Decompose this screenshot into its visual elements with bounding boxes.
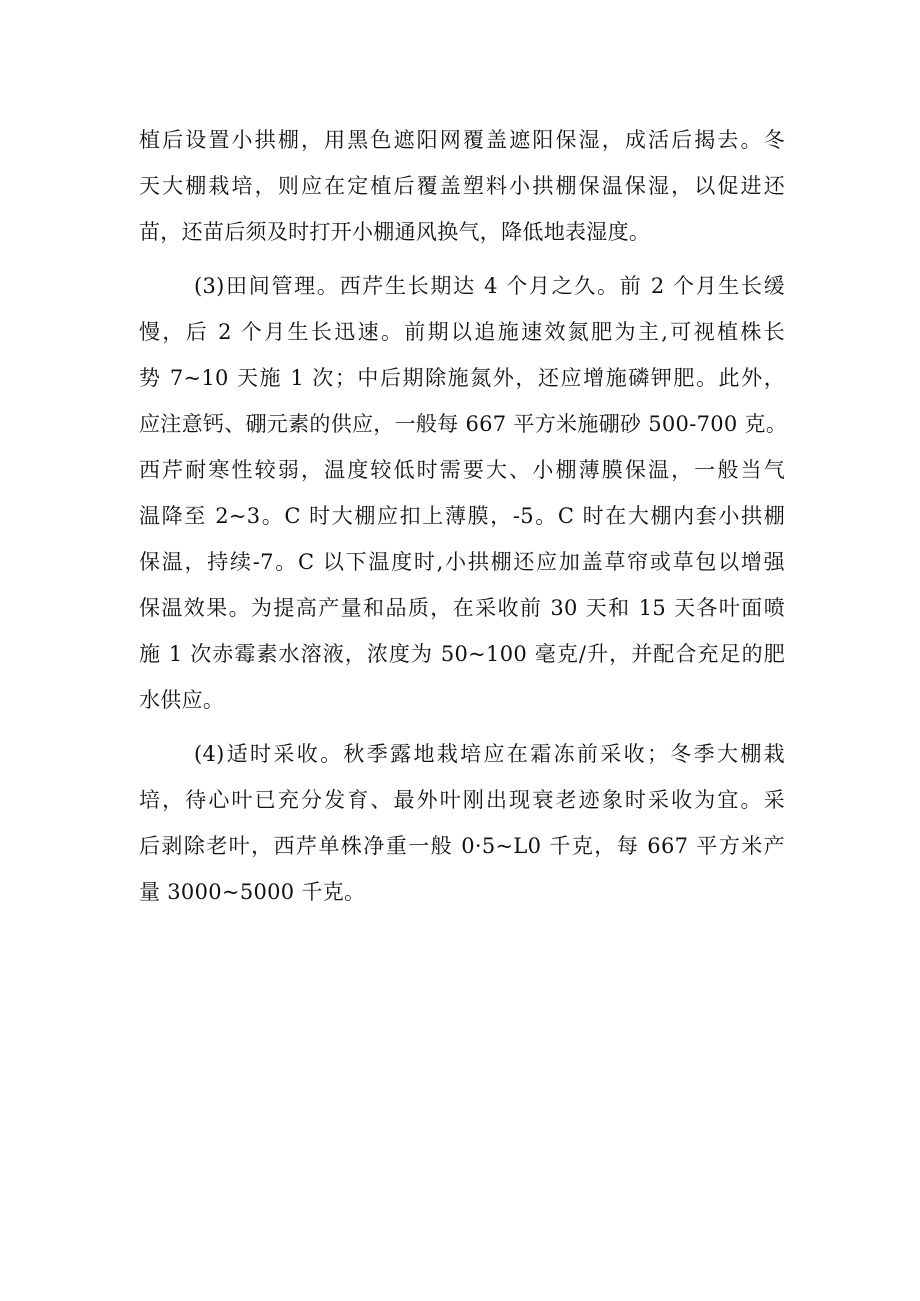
text-line: 慢，后 2 个月生长迅速。前期以追施速效氮肥为主,可视植株长 <box>139 320 785 344</box>
text-line: (4)适时采收。秋季露地栽培应在霜冻前采收；冬季大棚栽 <box>194 742 785 766</box>
text-line: (3)田间管理。西芹生长期达 4 个月之久。前 2 个月生长缓 <box>194 274 785 298</box>
text-line: 苗，还苗后须及时打开小棚通风换气，降低地表湿度。 <box>139 220 651 244</box>
text-line: 植后设置小拱棚，用黑色遮阳网覆盖遮阳保湿，成活后揭去。冬 <box>139 128 785 152</box>
text-line: 水供应。 <box>139 688 225 712</box>
paragraph-1 <box>139 117 785 255</box>
paragraph-field-management <box>139 263 788 723</box>
text-line: 保温，持续-7。C 以下温度时,小拱棚还应加盖草帘或草包以增强 <box>139 550 785 574</box>
text-line: 培，待心叶已充分发育、最外叶刚出现衰老迹象时采收为宜。采 <box>139 788 785 812</box>
text-line: 应注意钙、硼元素的供应，一般每 667 平方米施硼砂 500-700 克。 <box>139 412 788 436</box>
text-line: 西芹耐寒性较弱，温度较低时需要大、小棚薄膜保温，一般当气 <box>139 458 785 482</box>
text-line: 保温效果。为提高产量和品质，在采收前 30 天和 15 天各叶面喷 <box>139 596 785 620</box>
text-line: 温降至 2~3。C 时大棚应扣上薄膜，-5。C 时在大棚内套小拱棚 <box>139 504 785 528</box>
text-line: 天大棚栽培，则应在定植后覆盖塑料小拱棚保温保湿，以促进还 <box>139 174 785 198</box>
text-line: 量 3000~5000 千克。 <box>139 880 366 904</box>
text-line: 后剥除老叶，西芹单株净重一般 0·5~L0 千克，每 667 平方米产 <box>139 834 785 858</box>
paragraph-harvest <box>139 731 785 915</box>
text-line: 施 1 次赤霉素水溶液，浓度为 50~100 毫克/升，并配合充足的肥 <box>139 642 785 666</box>
document-body <box>139 117 788 915</box>
text-line: 势 7~10 天施 1 次；中后期除施氮外，还应增施磷钾肥。此外， <box>139 366 785 390</box>
